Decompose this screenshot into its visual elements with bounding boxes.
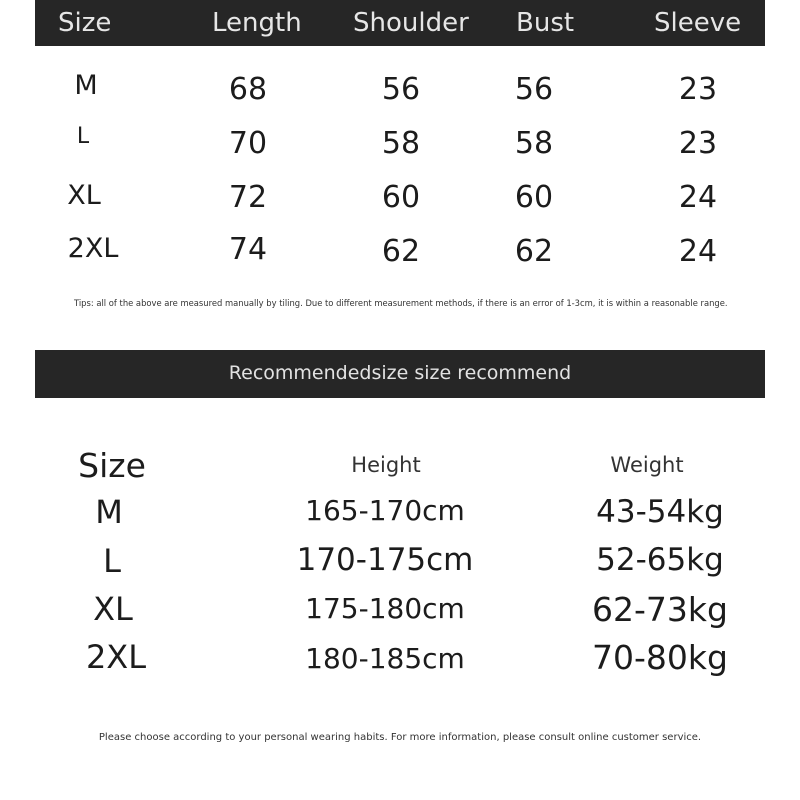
header-size: Size: [58, 8, 112, 38]
recommend-cell-height: 170-175cm: [296, 542, 474, 578]
recommend-row-size: XL: [93, 590, 133, 628]
recommend-header-size: Size: [78, 446, 146, 485]
table-row-size: L: [76, 124, 90, 149]
recommend-cell-height: 175-180cm: [305, 592, 465, 625]
header-bust: Bust: [516, 8, 575, 38]
recommend-cell-weight: 52-65kg: [596, 542, 724, 578]
recommend-cell-height: 165-170cm: [305, 494, 465, 527]
recommend-cell-height: 180-185cm: [305, 642, 465, 675]
table-cell-length: 70: [228, 126, 268, 161]
measure-tips: Tips: all of the above are measured manually by tiling. Due to different measurement methods, if there is an error of 1-3cm, it is within a reasonable range.: [74, 298, 728, 308]
table-cell-shoulder: 62: [381, 234, 421, 269]
recommend-row-size: 2XL: [85, 638, 147, 676]
recommend-header-height: Height: [351, 453, 421, 477]
header-length: Length: [212, 8, 302, 38]
recommend-header-weight: Weight: [610, 453, 684, 477]
table-row-size: 2XL: [67, 233, 119, 264]
table-row-size: M: [74, 70, 98, 101]
recommend-row-size: M: [95, 493, 123, 531]
table-row-size: XL: [67, 180, 101, 211]
header-shoulder: Shoulder: [353, 8, 469, 38]
table-cell-bust: 62: [514, 234, 554, 269]
recommend-note: Please choose according to your personal wearing habits. For more information, please consult online customer service.: [98, 732, 702, 743]
table-cell-sleeve: 24: [678, 234, 718, 269]
table-cell-bust: 56: [514, 72, 554, 107]
table-cell-length: 72: [228, 180, 268, 215]
table-cell-bust: 58: [514, 126, 554, 161]
recommend-title: Recommendedsize size recommend: [228, 362, 572, 384]
table-cell-sleeve: 24: [678, 180, 718, 215]
recommend-cell-weight: 43-54kg: [596, 494, 724, 530]
table-cell-sleeve: 23: [678, 72, 718, 107]
header-sleeve: Sleeve: [654, 8, 742, 38]
recommend-cell-weight: 70-80kg: [592, 638, 728, 677]
table-cell-sleeve: 23: [678, 126, 718, 161]
table-cell-shoulder: 56: [381, 72, 421, 107]
table-cell-length: 74: [228, 232, 268, 267]
recommend-cell-weight: 62-73kg: [592, 590, 728, 629]
table-cell-shoulder: 58: [381, 126, 421, 161]
table-cell-length: 68: [228, 72, 268, 107]
recommend-row-size: L: [103, 542, 121, 580]
table-cell-shoulder: 60: [381, 180, 421, 215]
table-cell-bust: 60: [514, 180, 554, 215]
